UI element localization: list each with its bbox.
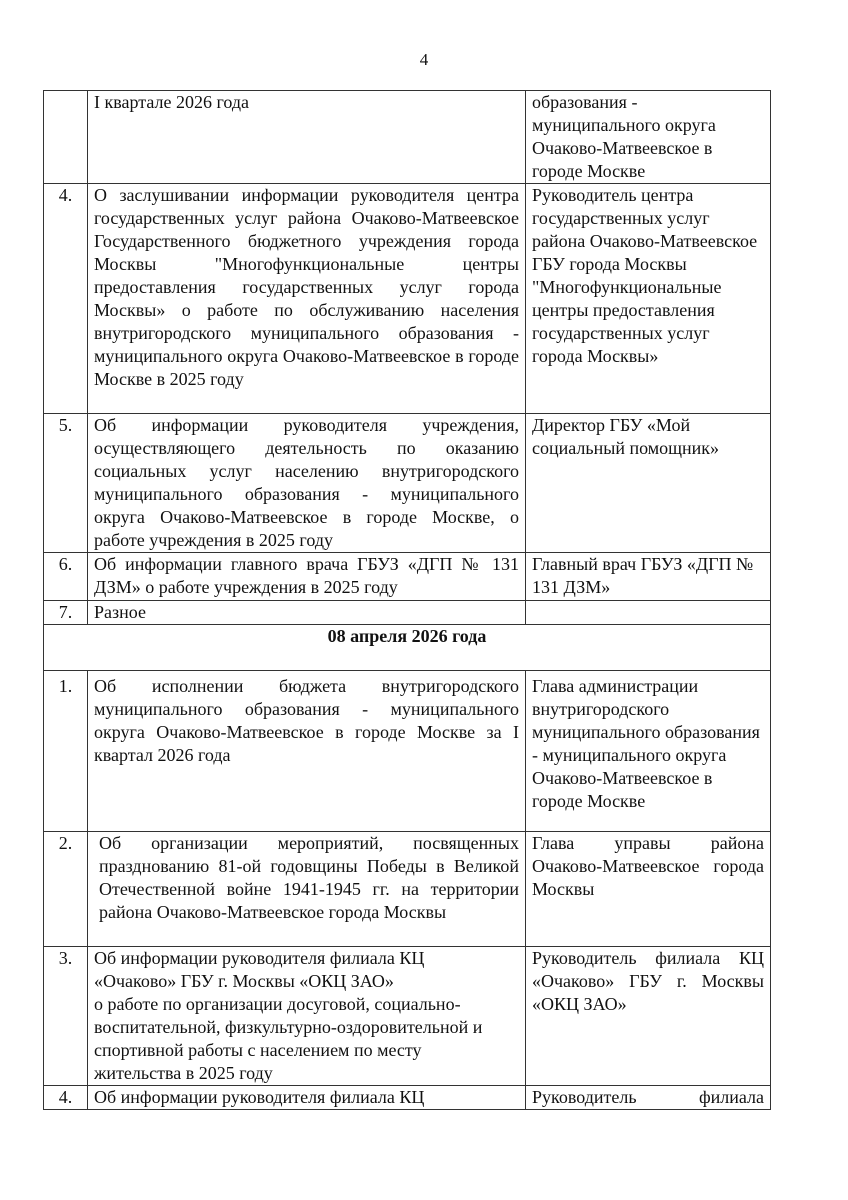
table-row: [44, 1086, 771, 1110]
row-number: 7.: [44, 601, 88, 625]
section-date-row: [44, 625, 771, 671]
row-topic: О заслушивании информации руководителя центра государственных услуг района Очаково-Матвеевское Государственного бюджетного учреждения города Москвы "Многофункциональные центры предоставления государственных услуг города Москвы» о работе по обслуживанию населения внутригородского муниципального образования - муниципального округа Очаково-Матвеевское в городе Москве в 2025 году: [88, 184, 526, 414]
row-responsible: Руководитель центра государственных услуг района Очаково-Матвеевское ГБУ города Москвы "Многофункциональные центры предоставления государственных услуг города Москвы»: [526, 184, 771, 414]
table-row: [44, 553, 771, 601]
row-topic: Разное: [88, 601, 526, 625]
row-responsible: Руководитель филиала КЦ «Очаково» ГБУ г. Москвы «ОКЦ ЗАО»: [526, 947, 771, 1086]
row-number: 4.: [44, 1086, 88, 1110]
row-responsible-text: Руководитель филиала: [532, 1087, 764, 1107]
table-row: [44, 91, 771, 184]
row-topic: Об информации руководителя учреждения, осуществляющего деятельность по оказанию социальных услуг населению внутригородского муниципального образования - муниципального округа Очаково-Матвеевское в городе Москве, о работе учреждения в 2025 году: [88, 414, 526, 553]
row-responsible: Глава управы района Очаково-Матвеевское города Москвы: [526, 832, 771, 947]
table-row: [44, 671, 771, 832]
row-number: 6.: [44, 553, 88, 601]
row-number: 2.: [44, 832, 88, 947]
agenda-table: [43, 90, 771, 1110]
row-topic: Об информации главного врача ГБУЗ «ДГП № 131 ДЗМ» о работе учреждения в 2025 году: [88, 553, 526, 601]
page-number: 4: [419, 50, 429, 69]
row-number: 3.: [44, 947, 88, 1086]
row-responsible: Глава администрации внутригородского муниципального образования - муниципального округа Очаково-Матвеевское в городе Москве: [526, 671, 771, 832]
table-row: [44, 414, 771, 553]
table-row: [44, 184, 771, 414]
row-responsible: [526, 1086, 771, 1110]
row-responsible: образования - муниципального округа Очаково-Матвеевское в городе Москве: [526, 91, 771, 184]
row-topic: Об информации руководителя филиала КЦ: [88, 1086, 526, 1110]
row-number: 4.: [44, 184, 88, 414]
row-topic-line: о работе по организации досуговой, социально-воспитательной, физкультурно-оздоровительной и спортивной работы с населением по месту жительства в 2025 году: [94, 994, 483, 1083]
section-date: 08 апреля 2026 года: [44, 625, 771, 671]
row-responsible: Директор ГБУ «Мой социальный помощник»: [526, 414, 771, 553]
table-row: [44, 832, 771, 947]
row-topic: [88, 947, 526, 1086]
row-responsible: [526, 601, 771, 625]
table-row: [44, 601, 771, 625]
row-topic: Об организации мероприятий, посвященных празднованию 81-ой годовщины Победы в Великой Отечественной войне 1941-1945 гг. на территории района Очаково-Матвеевское города Москвы: [88, 832, 526, 947]
row-topic-line: Об информации руководителя филиала КЦ «Очаково» ГБУ г. Москвы «ОКЦ ЗАО»: [94, 948, 425, 991]
row-number: [44, 91, 88, 184]
row-responsible: Главный врач ГБУЗ «ДГП № 131 ДЗМ»: [526, 553, 771, 601]
row-number: 1.: [44, 671, 88, 832]
table-row: [44, 947, 771, 1086]
row-number: 5.: [44, 414, 88, 553]
row-topic: I квартале 2026 года: [88, 91, 526, 184]
row-topic: Об исполнении бюджета внутригородского муниципального образования - муниципального округа Очаково-Матвеевское в городе Москве за I квартал 2026 года: [88, 671, 526, 832]
